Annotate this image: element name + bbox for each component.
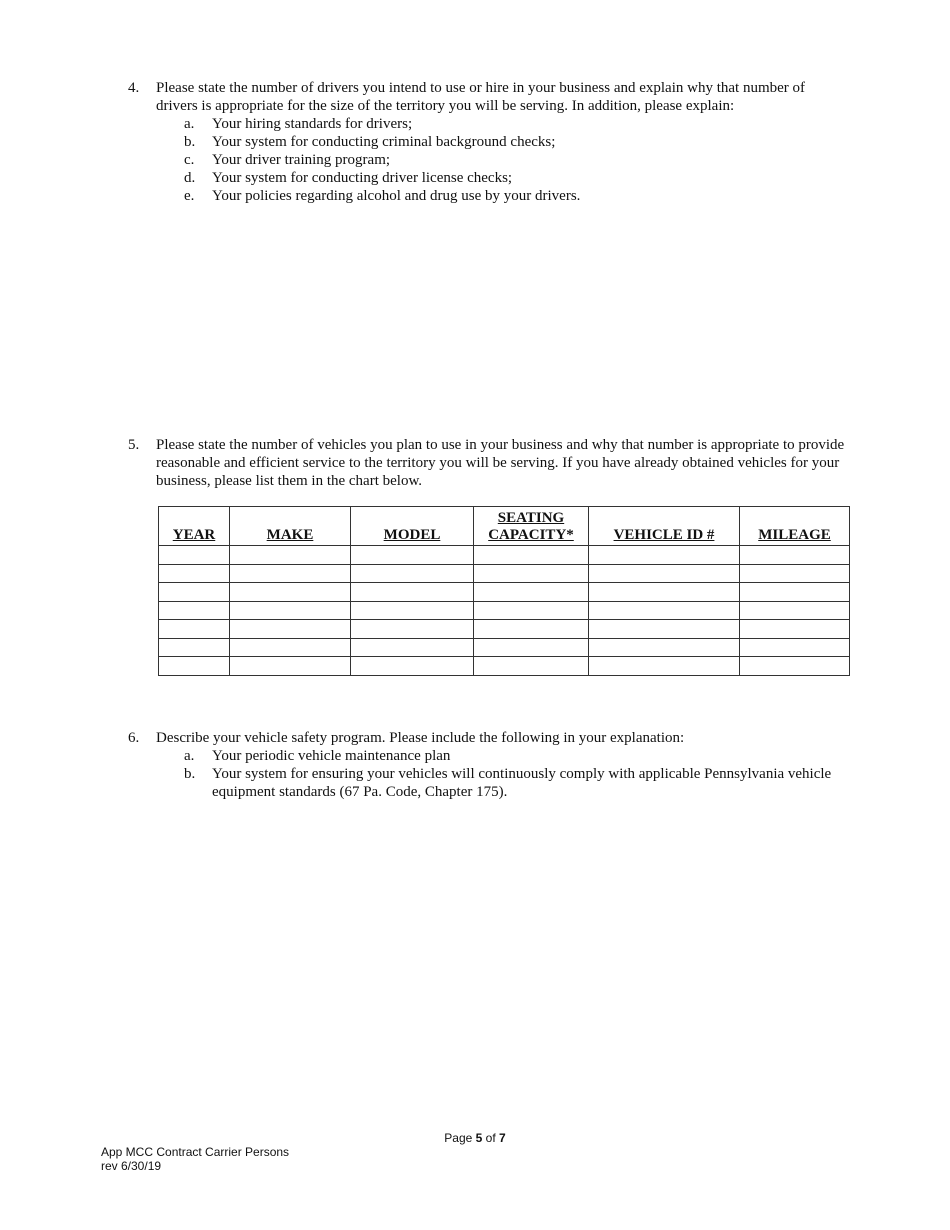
table-cell <box>159 546 230 565</box>
table-cell <box>589 657 740 676</box>
table-cell <box>589 638 740 657</box>
list-item <box>184 747 848 765</box>
table-cell <box>230 657 351 676</box>
table-cell <box>740 620 850 639</box>
table-row <box>159 546 850 565</box>
question-5 <box>128 436 848 490</box>
list-item-text: Your periodic vehicle maintenance plan <box>212 748 451 764</box>
header-mileage: MILEAGE <box>740 507 850 546</box>
page-number <box>0 1131 950 1145</box>
table-cell <box>589 546 740 565</box>
table-cell <box>159 564 230 583</box>
table-cell <box>740 583 850 602</box>
list-item <box>184 151 848 169</box>
header-make: MAKE <box>230 507 351 546</box>
list-item <box>184 169 848 187</box>
list-item-letter: d. <box>184 170 196 186</box>
table-cell <box>230 583 351 602</box>
vehicle-table <box>158 506 850 676</box>
question-number: 6. <box>128 730 140 746</box>
header-model: MODEL <box>351 507 474 546</box>
table-cell <box>159 620 230 639</box>
list-item-letter: c. <box>184 152 195 168</box>
list-item-letter: a. <box>184 748 195 764</box>
table-cell <box>230 601 351 620</box>
table-cell <box>589 620 740 639</box>
list-item <box>184 765 848 801</box>
list-item <box>184 187 848 205</box>
table-cell <box>351 601 474 620</box>
question-number: 4. <box>128 80 140 96</box>
question-text: Describe your vehicle safety program. Please include the following in your explanation: <box>156 730 685 746</box>
table-cell <box>351 638 474 657</box>
page-current: 5 <box>475 1131 483 1145</box>
list-item <box>184 133 848 151</box>
list-item-text: Your system for conducting driver license checks; <box>212 170 513 186</box>
question-text: Please state the number of drivers you intend to use or hire in your business and explain why that number of drivers is appropriate for the size of the territory you will be serving. In addition, please explain: <box>156 80 806 114</box>
table-cell <box>351 620 474 639</box>
page-total: 7 <box>499 1131 506 1145</box>
table-cell <box>740 546 850 565</box>
question-4 <box>128 79 848 205</box>
table-cell <box>159 583 230 602</box>
table-cell <box>230 620 351 639</box>
form-name: App MCC Contract Carrier Persons <box>101 1145 290 1159</box>
table-row <box>159 638 850 657</box>
list-item-text: Your hiring standards for drivers; <box>212 116 413 132</box>
page-prefix: Page <box>444 1131 476 1145</box>
list-item-text: Your policies regarding alcohol and drug use by your drivers. <box>212 188 581 204</box>
table-cell <box>474 583 589 602</box>
table-cell <box>351 583 474 602</box>
table-row <box>159 620 850 639</box>
table-cell <box>474 546 589 565</box>
table-header-row <box>159 507 850 546</box>
table-cell <box>159 657 230 676</box>
table-cell <box>589 601 740 620</box>
table-cell <box>159 601 230 620</box>
table-cell <box>589 564 740 583</box>
list-item-letter: b. <box>184 766 196 782</box>
table-cell <box>159 638 230 657</box>
table-cell <box>474 564 589 583</box>
form-revision: rev 6/30/19 <box>101 1159 162 1173</box>
header-vehicle-id: VEHICLE ID # <box>589 507 740 546</box>
list-item-text: Your system for ensuring your vehicles will continuously comply with applicable Pennsylvania vehicle equipment standards (67 Pa. Code, Chapter 175). <box>212 766 832 800</box>
list-item <box>184 115 848 133</box>
table-row <box>159 583 850 602</box>
table-cell <box>230 546 351 565</box>
question-text: Please state the number of vehicles you plan to use in your business and why that number is appropriate to provide reasonable and efficient service to the territory you will be serving. If you have already obtained vehicles for your business, please list them in the chart below. <box>156 437 845 489</box>
table-row <box>159 601 850 620</box>
list-item-letter: b. <box>184 134 196 150</box>
table-cell <box>740 638 850 657</box>
table-cell <box>474 657 589 676</box>
footer-form-info <box>101 1145 289 1173</box>
header-year: YEAR <box>159 507 230 546</box>
page-sep: of <box>482 1131 500 1145</box>
list-item-text: Your driver training program; <box>212 152 391 168</box>
table-cell <box>740 564 850 583</box>
table-cell <box>351 546 474 565</box>
table-cell <box>474 601 589 620</box>
table-cell <box>589 583 740 602</box>
list-item-letter: e. <box>184 188 195 204</box>
table-cell <box>740 601 850 620</box>
question-6 <box>128 729 848 801</box>
table-cell <box>740 657 850 676</box>
list-item-letter: a. <box>184 116 195 132</box>
table-cell <box>474 638 589 657</box>
table-cell <box>474 620 589 639</box>
header-seating-capacity: SEATING CAPACITY* <box>474 507 589 546</box>
table-row <box>159 564 850 583</box>
table-row <box>159 657 850 676</box>
table-cell <box>351 657 474 676</box>
table-cell <box>230 638 351 657</box>
table-cell <box>230 564 351 583</box>
question-number: 5. <box>128 437 140 453</box>
list-item-text: Your system for conducting criminal background checks; <box>212 134 556 150</box>
table-cell <box>351 564 474 583</box>
